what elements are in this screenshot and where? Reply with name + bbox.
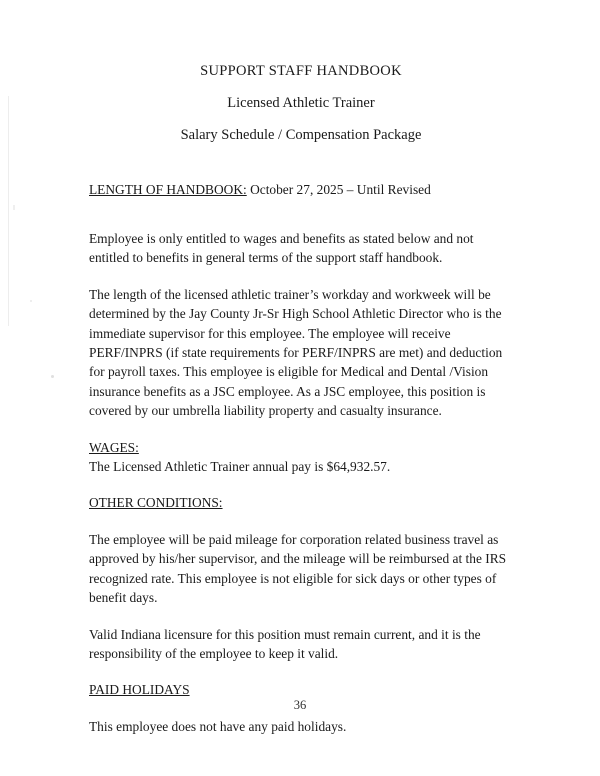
spacer <box>89 513 513 530</box>
licensure-paragraph: Valid Indiana licensure for this position must remain current, and it is the responsibility of the employee to keep it valid. <box>89 626 481 661</box>
workday-paragraph: The length of the licensed athletic trainer’s workday and workweek will be determined by the Jay County Jr-Sr High School Athletic Director who is the immediate supervisor for this employee. The employee will receive PERF/INPRS (if state requirements for PERF/INPRS are met) and deduction for payroll taxes. This employee is eligible for Medical and Dental /Vision insurance benefits as a JSC employee. As a JSC employee, this position is covered by our umbrella liability property and casualty insurance. <box>89 286 503 419</box>
scan-artifact-speck <box>13 205 15 210</box>
other-conditions-heading-wrap <box>89 493 513 512</box>
scan-artifact-speck <box>30 300 32 302</box>
scan-artifact-speck <box>51 375 54 378</box>
handbook-length-label: LENGTH OF HANDBOOK: <box>89 182 247 197</box>
position-title: Licensed Athletic Trainer <box>227 95 375 111</box>
scan-artifact-streak <box>8 96 9 326</box>
wages-heading: WAGES: <box>89 439 139 455</box>
other-conditions-heading: OTHER CONDITIONS: <box>89 495 223 511</box>
document-content <box>89 0 513 736</box>
paid-holidays-heading: PAID HOLIDAYS <box>89 682 190 698</box>
mileage-paragraph: The employee will be paid mileage for corporation related business travel as approved by his/her supervisor, and the mileage will be reimbursed at the IRS recognized rate. This employee is not eligible for sick days or other types of benefit days. <box>89 531 507 606</box>
wages-text: The Licensed Athletic Trainer annual pay is $64,932.57. <box>89 459 391 475</box>
handbook-length-line <box>89 181 513 199</box>
paid-holidays-text: This employee does not have any paid holidays. <box>89 718 347 734</box>
page-title: SUPPORT STAFF HANDBOOK <box>200 63 402 79</box>
title-block <box>89 0 513 151</box>
body-block <box>89 229 513 736</box>
page-number: 36 <box>293 698 307 712</box>
intro-paragraph: Employee is only entitled to wages and benefits as stated below and not entitled to benefits in general terms of the support staff handbook. <box>89 231 474 266</box>
wages-heading-wrap <box>89 438 513 457</box>
handbook-length-value: October 27, 2025 – Until Revised <box>250 182 431 197</box>
paid-holidays-heading-wrap <box>89 680 513 699</box>
section-title: Salary Schedule / Compensation Package <box>180 127 422 143</box>
